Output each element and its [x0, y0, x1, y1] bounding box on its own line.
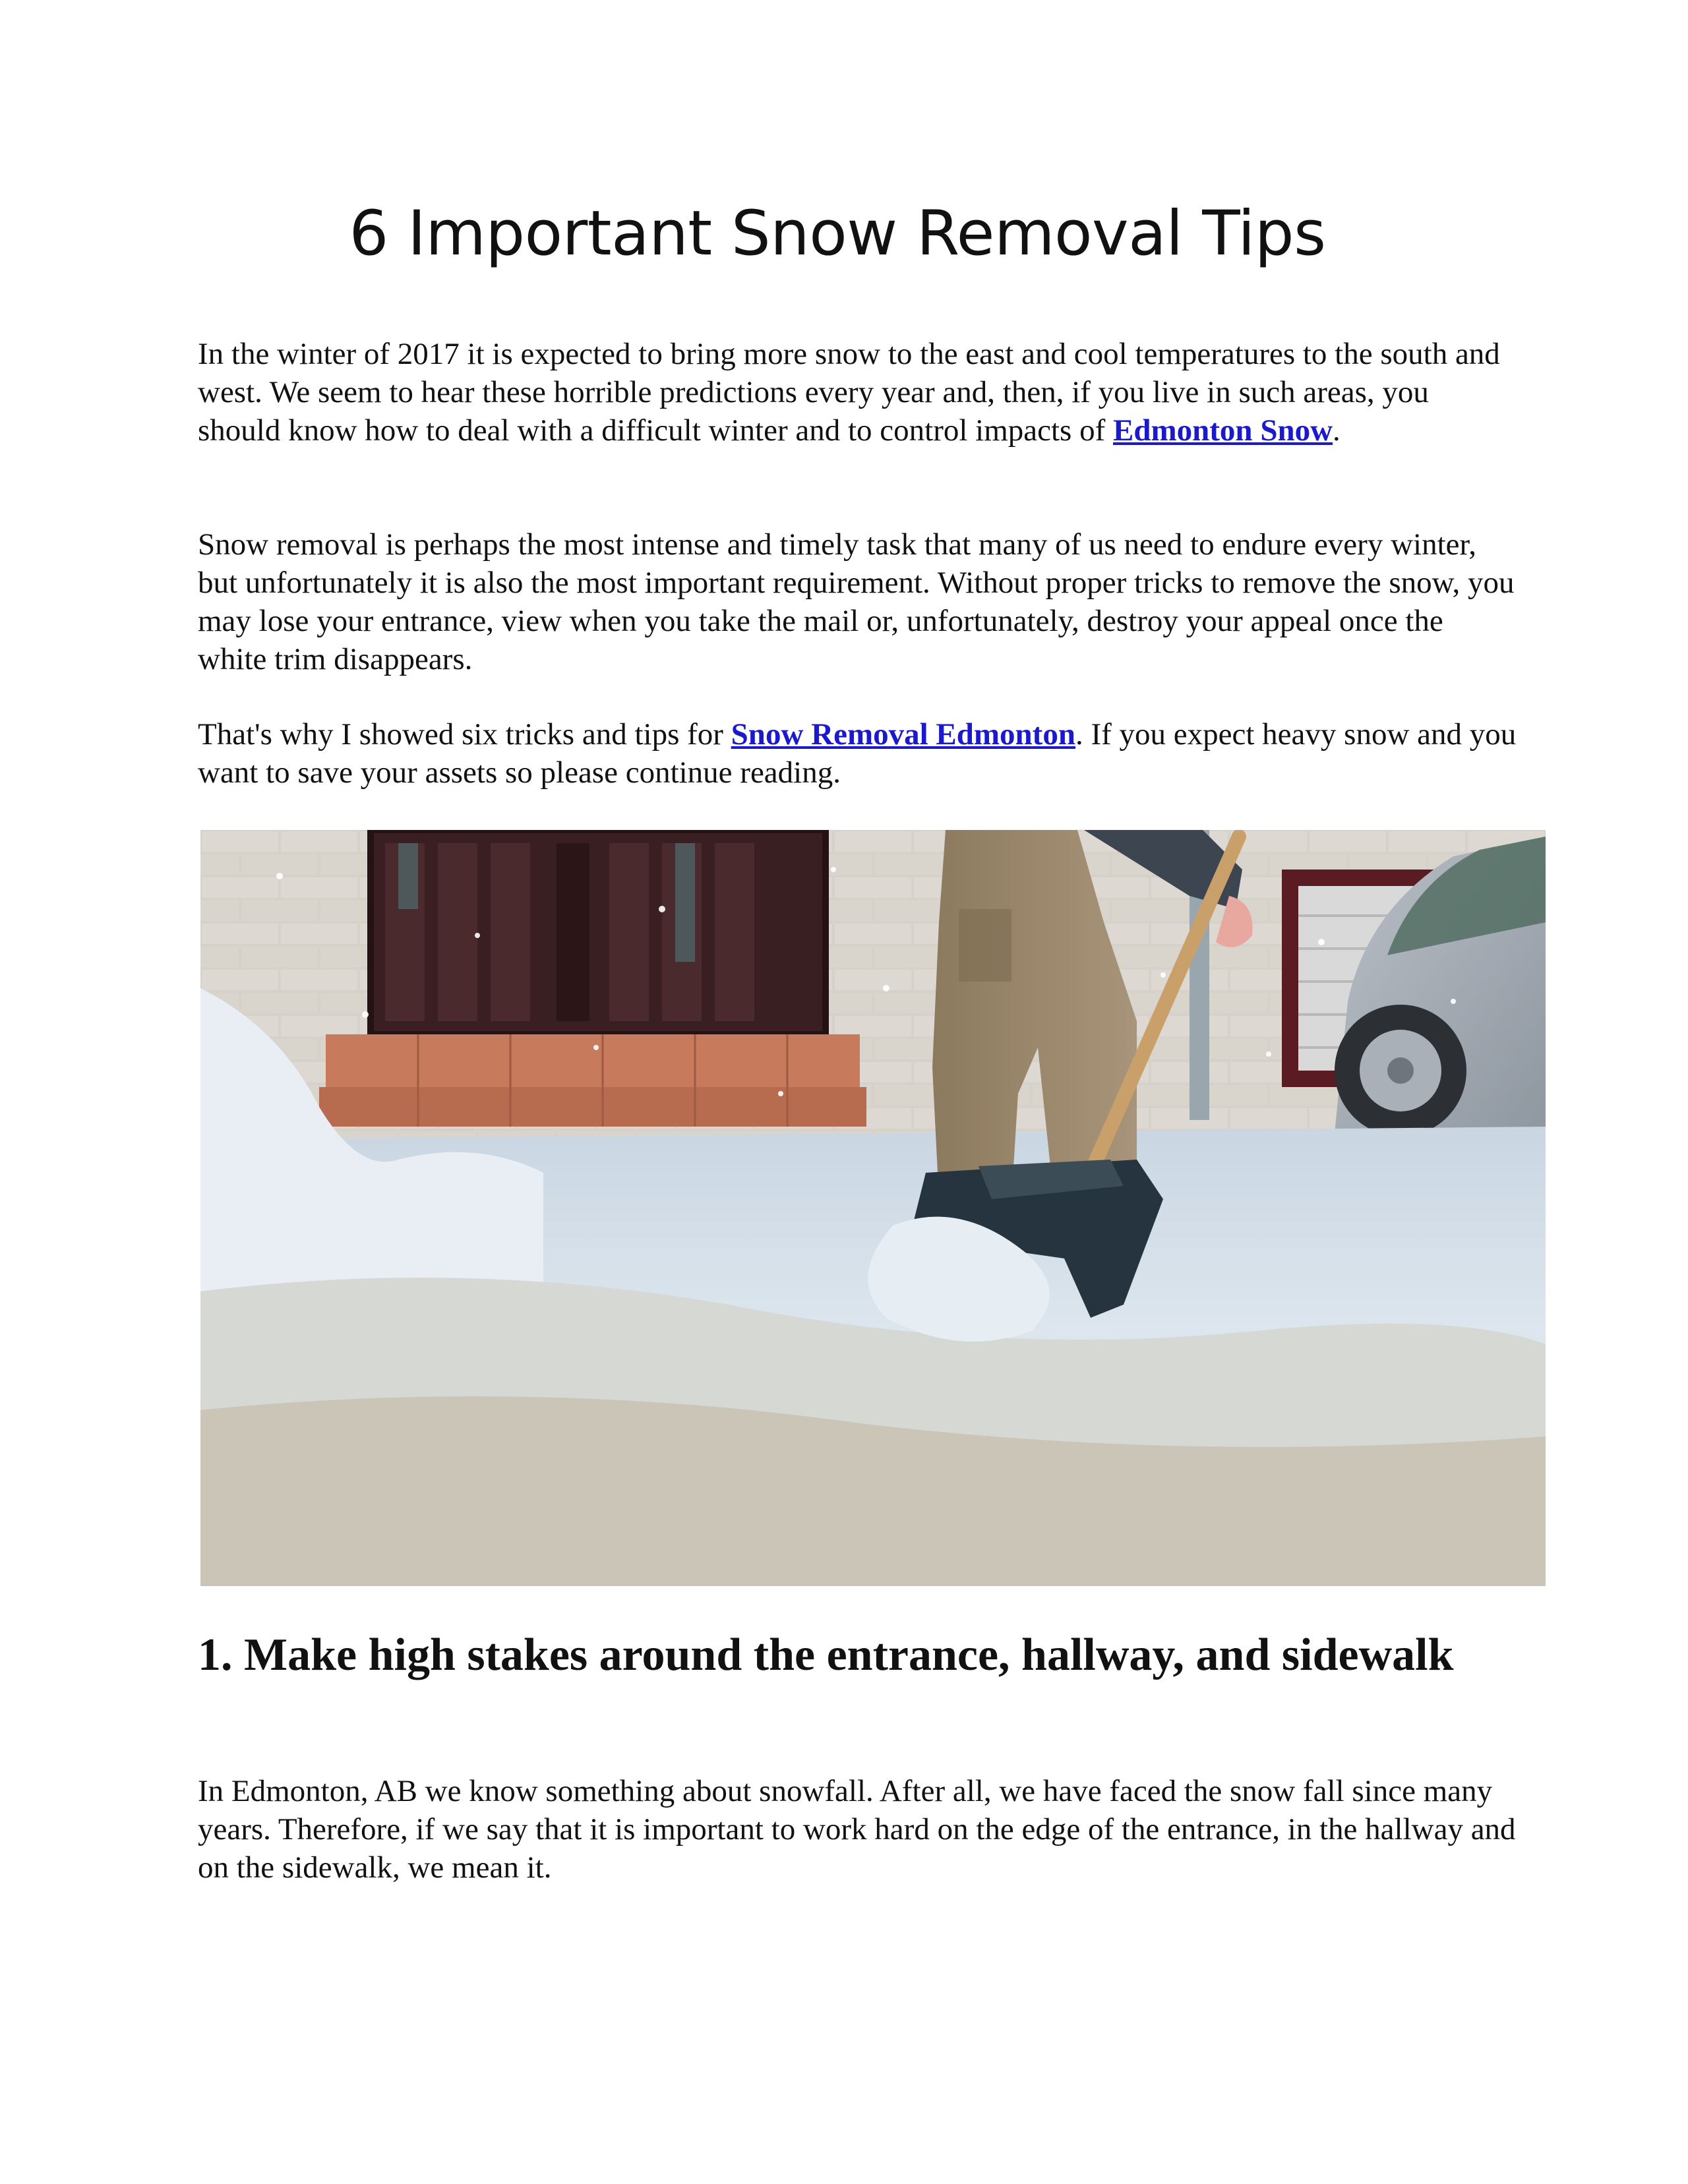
paragraph-3-text-after: . If you expect heavy snow and you want to save your assets so please continue reading.	[198, 717, 1517, 790]
edmonton-snow-link[interactable]: Edmonton Snow	[1113, 413, 1333, 448]
snow-shoveling-photo	[200, 830, 1546, 1586]
snow-removal-edmonton-link[interactable]: Snow Removal Edmonton	[731, 717, 1075, 752]
page-title: 6 Important Snow Removal Tips	[349, 198, 1326, 270]
paragraph-2: Snow removal is perhaps the most intense and timely task that many of us need to endure every winter, but unfortunately it is also the most important requirement. Without proper tricks to remove the snow, you may lose your entrance, view when you take the mail or, unfortunately, destroy your appeal once the white trim disappears.	[198, 527, 1515, 676]
section-1-heading: 1. Make high stakes around the entrance, hallway, and sidewalk	[198, 1630, 1454, 1680]
paragraph-3	[198, 715, 1517, 792]
intro-text-before: In the winter of 2017 it is expected to bring more snow to the east and cool temperatures to the south and west. We seem to hear these horrible predictions every year and, then, if you live in such areas, you should know how to deal with a difficult winter and to control impacts of	[198, 337, 1500, 448]
intro-paragraph	[198, 335, 1517, 450]
intro-text-after: .	[1333, 413, 1341, 448]
section-1-body: In Edmonton, AB we know something about snowfall. After all, we have faced the snow fall since many years. Therefore, if we say that it is important to work hard on the edge of the entrance, in the hallway and on the sidewalk, we mean it.	[198, 1774, 1516, 1885]
paragraph-3-text-before: That's why I showed six tricks and tips for	[198, 717, 731, 752]
